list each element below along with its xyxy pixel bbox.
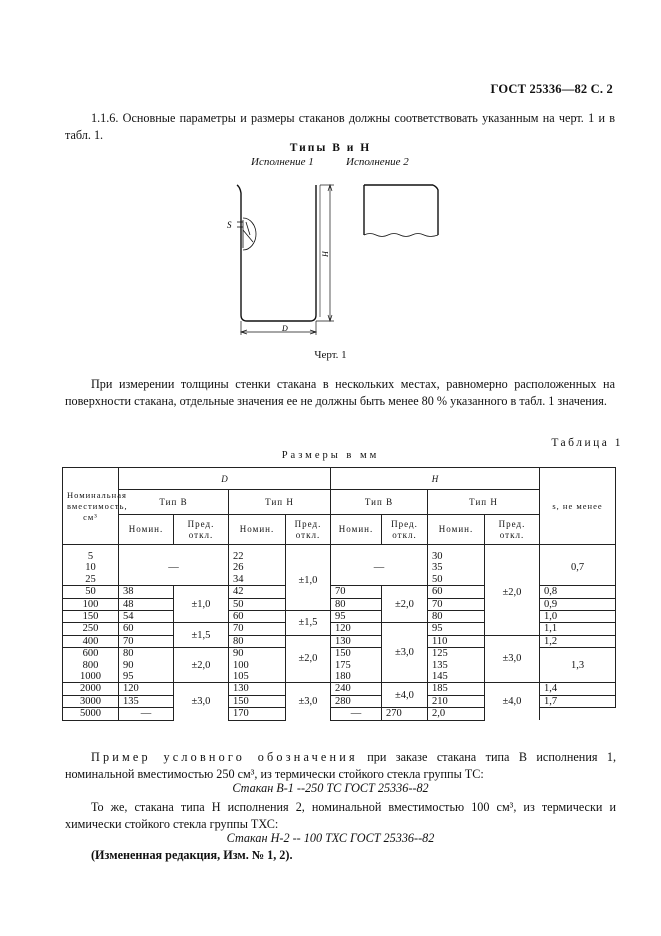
table-row: 2000 120 ±3,0 130 ±3,0 240 ±4,0 185 ±4,0 1,4	[63, 683, 616, 695]
table-row: 100 48 50 80 70 0,9	[63, 598, 616, 610]
table-caption: Размеры в мм	[281, 450, 380, 461]
example-text-1: при заказе стакана типа В исполнения 1, номинальной вместимостью 250 см³, из термически стойкого стекла группы ТС:	[65, 750, 617, 781]
beaker-variant-1	[237, 185, 320, 321]
table-row: 5000 — 170 — 270 2,0	[63, 708, 616, 720]
h-label: H	[321, 251, 330, 257]
designation-2: Стакан Н-2 -- 100 ТХС ГОСТ 25336--82	[226, 831, 435, 845]
d-type-n-header: Тип Н	[229, 490, 331, 515]
d-b-dash: —	[119, 545, 229, 586]
d-dimension	[241, 321, 316, 335]
table-row: 1000 95 105 180 145	[63, 671, 616, 683]
table-row: 150 54 60 ±1,5 95 80 1,0	[63, 611, 616, 623]
beaker-variant-2	[364, 185, 438, 237]
s-header: s, не менее	[540, 468, 616, 545]
h-n-tol-header: Пред. откл.	[485, 515, 540, 545]
d-label: D	[282, 324, 288, 333]
d-header: D	[119, 468, 331, 490]
d-n-tol-header: Пред. откл.	[286, 515, 331, 545]
table-row: 400 70 80 ±2,0 130 110 ±3,0 1,2	[63, 635, 616, 647]
s-label: S	[227, 220, 232, 230]
h-n-nom-header: Номин.	[428, 515, 485, 545]
h-b-nom-header: Номин.	[331, 515, 382, 545]
page-header: ГОСТ 25336—82 С. 2	[490, 82, 613, 96]
table-row: 50 38 ±1,0 42 70 ±2,0 60 0,8	[63, 586, 616, 598]
h-type-b-header: Тип В	[331, 490, 428, 515]
table-row: 3000 135 150 280 210 1,7	[63, 695, 616, 707]
example-text-2: То же, стакана типа Н исполнения 2, номинальной вместимостью 100 см³, из термически и химически стойкого стекла группы ТХС:	[65, 800, 616, 831]
variant-1-label: Исполнение 1	[251, 156, 314, 168]
example-heading: Пример условного обозначения	[91, 750, 358, 764]
beaker-drawing	[220, 175, 450, 345]
table-row: 800 90 100 175 135	[63, 660, 616, 671]
h-type-n-header: Тип Н	[428, 490, 540, 515]
variant-2-label: Исполнение 2	[346, 156, 409, 168]
d-type-b-header: Тип В	[119, 490, 229, 515]
amendment-note: (Измененная редакция, Изм. № 1, 2).	[91, 848, 293, 862]
example-paragraph	[65, 749, 616, 783]
drawing-title: Типы В и Н	[289, 142, 372, 154]
h-b-dash: —	[331, 545, 428, 586]
table-row: 10 26 35	[63, 562, 616, 573]
table-row: 250 60 ±1,5 70 120 ±3,0 95 1,1	[63, 623, 616, 635]
table-label: Таблица 1	[551, 437, 623, 449]
wall-thickness-detail	[237, 218, 256, 250]
designation-1: Стакан В-1 --250 ТС ГОСТ 25336--82	[232, 781, 429, 795]
paragraph-1-1-6: 1.1.6. Основные параметры и размеры стаканов должны соответствовать указанным на черт. 1 и в табл. 1.	[65, 111, 615, 142]
capacity-header: Номинальная вместимость, см³	[63, 468, 119, 545]
table-row: 25 34 50	[63, 574, 616, 586]
figure-caption: Черт. 1	[314, 349, 347, 361]
d-n-nom-header: Номин.	[229, 515, 286, 545]
dimensions-table	[62, 467, 616, 721]
d-b-nom-header: Номин.	[119, 515, 174, 545]
paragraph-wall-thickness: При измерении толщины стенки стакана в нескольких местах, равномерно расположенных на поверхности стакана, отдельные значения ее не должны быть менее 80 % указанного в табл. 1 значения.	[65, 377, 615, 408]
table-row: 5 — 22 ±1,0 — 30 ±2,0 0,7	[63, 545, 616, 563]
h-header: H	[331, 468, 540, 490]
table-row: 600 80 ±2,0 90 150 125 1,3	[63, 648, 616, 660]
d-b-tol-header: Пред. откл.	[174, 515, 229, 545]
h-b-tol-header: Пред. откл.	[382, 515, 428, 545]
